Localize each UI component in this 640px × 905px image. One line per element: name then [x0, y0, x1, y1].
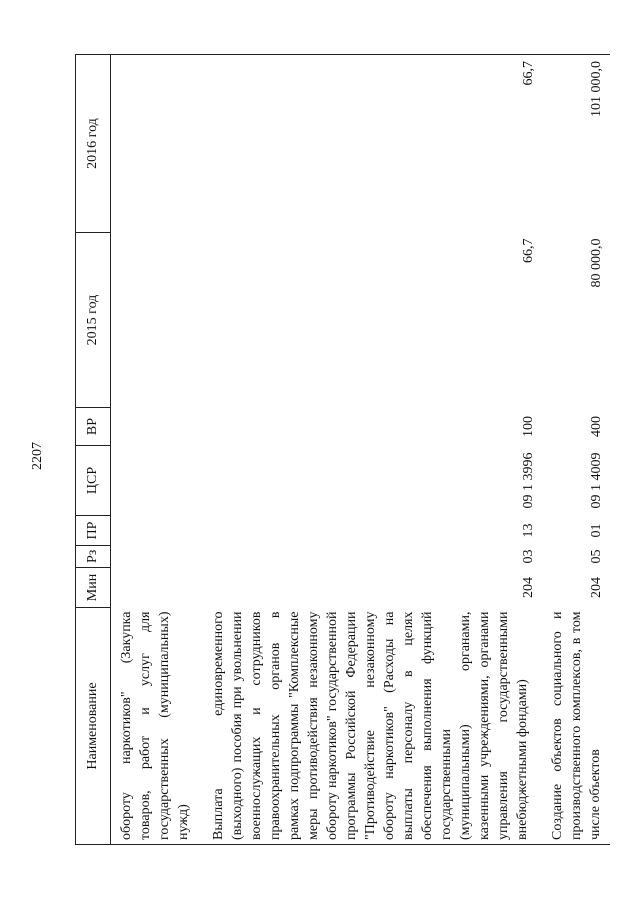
row-csr [111, 446, 204, 516]
table-row [203, 55, 542, 845]
row-2015 [111, 233, 204, 408]
header-name: Наименование [76, 608, 111, 845]
row-vr: 100 [521, 416, 536, 437]
row-name: обороту наркотиков" (Закупка товаров, работ и услуг для государственных (муниципальных) нужд) [111, 608, 204, 845]
row-2016: 101 000,0 [542, 55, 610, 233]
row-pr: 01 [589, 523, 604, 538]
row-pr [111, 516, 204, 546]
row-2015: 80 000,0 [589, 238, 604, 288]
table-row [111, 55, 204, 845]
row-vr [111, 408, 204, 446]
rotated-page [75, 55, 604, 845]
row-csr: 09 1 4009 [589, 452, 604, 509]
row-min [111, 568, 204, 608]
row-2015: 66,7 [521, 238, 536, 263]
header-min: Мин [76, 568, 111, 608]
row-csr: 09 1 3996 [521, 452, 536, 509]
header-rz: Рз [76, 546, 111, 568]
row-pr: 13 [521, 523, 536, 538]
row-vr: 400 [589, 416, 604, 437]
row-rz: 05 [589, 549, 604, 564]
header-pr: ПР [76, 516, 111, 546]
header-vr: ВР [76, 408, 111, 446]
row-rz [111, 546, 204, 568]
budget-table [75, 54, 610, 845]
header-csr: ЦСР [76, 446, 111, 516]
page-number: 2207 [30, 442, 45, 470]
row-min: 204 [521, 577, 536, 598]
table-row [542, 55, 610, 845]
header-2015: 2015 год [76, 233, 111, 408]
row-name: Выплата единовременного (выходного) пособия при увольнении военнослужащих и сотрудников правоохранительных органов в рамках подпрограммы "Комплексные меры противодействия незаконному обороту наркотиков" государственной программы Российской Федерации "Противодействие незаконному обороту наркотиков" (Расходы на выплаты персоналу в целях обеспечения выполнения функций государственными (муниципальными) органами, казенными учреждениями, органами управления государственными внебюджетными фондами) [203, 608, 542, 845]
row-min: 204 [589, 577, 604, 598]
row-rz: 03 [521, 549, 536, 564]
header-row [76, 55, 111, 845]
row-2016: 66,7 [203, 55, 542, 233]
header-2016: 2016 год [76, 55, 111, 233]
row-name: Создание объектов социального и производственного комплексов, в том числе объектов [542, 608, 610, 845]
row-2016 [111, 55, 204, 233]
